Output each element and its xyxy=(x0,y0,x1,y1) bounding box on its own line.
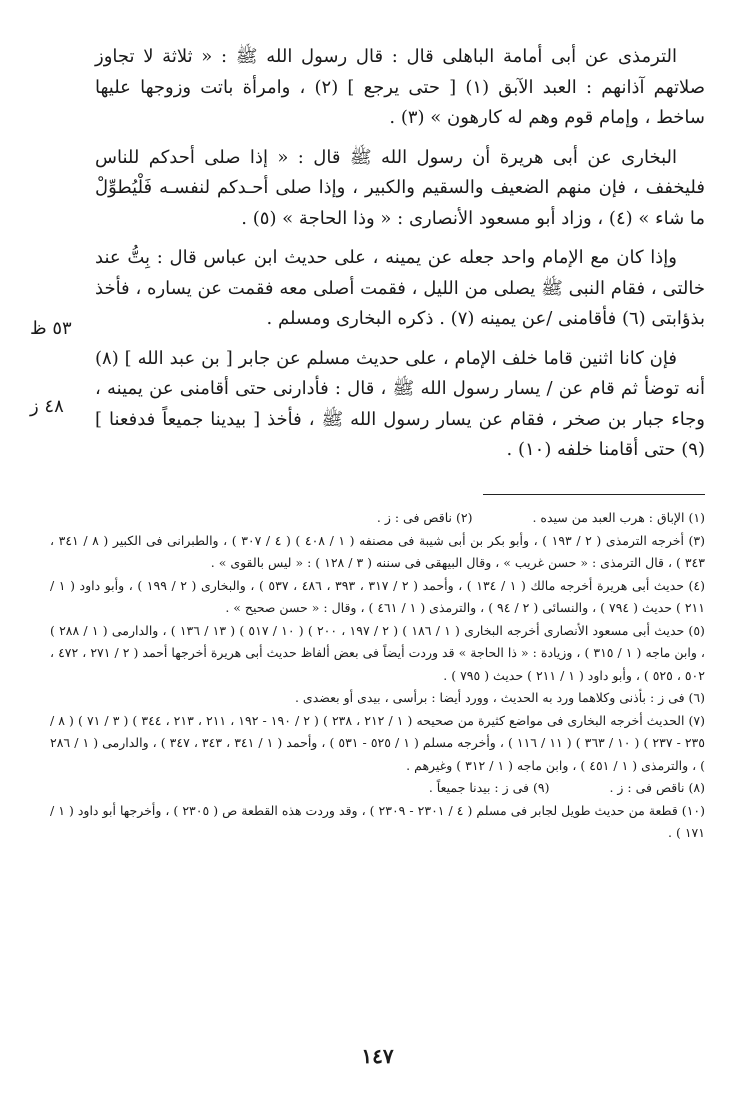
paragraph-2: البخارى عن أبى هريرة أن رسول الله ﷺ قال : « إذا صلى أحدكم للناس فليخفف ، فإن منهم الضعيف والسقيم والكبير ، وإذا صلى أحـدكم لنفسـه فَلْيُطوِّلْ ما شاء » (٤) ، وزاد أبو مسعود الأنصارى : « وذا الحاجة » (٥) . xyxy=(95,146,705,229)
footnote-row-1-2 xyxy=(50,507,705,530)
paragraph-1: الترمذى عن أبى أمامة الباهلى قال : قال رسول الله ﷺ : « ثلاثة لا تجاوز صلاتهم آذانهم : العبد الآبق (١) [ حتى يرجع ] (٢) ، وامرأة باتت وزوجها عليها ساخط ، وإمام قوم وهم له كارهون » (٣) . xyxy=(95,46,705,128)
footnote-1: (١) الإباق : هرب العبد من سيده . xyxy=(532,510,705,525)
footnote-row-8-9 xyxy=(50,777,705,800)
margin-note-manuscript-1: ٥٣ ظ xyxy=(30,318,72,339)
paragraph-4: فإن كانا اثنين قاما خلف الإمام ، على حديث مسلم عن جابر [ بن عبد الله ] (٨) أنه توضأ ثم قام عن / يسار رسول الله ﷺ ، قال : فأدارنى حتى أقامنى عن يمينه ، وجاء جبار بن صخر ، فقام عن يسار رسول الله ﷺ ، فأخذ [ بيدينا جميعاً فدفعنا ] (٩) حتى أقامنا خلفه (١٠) . xyxy=(95,347,705,460)
footnotes xyxy=(50,507,705,845)
footnote-6: (٦) فى ز : بأذنى وكلاهما ورد به الحديث ، وورد أيضا : برأسى ، بيدى أو بعضدى . xyxy=(294,690,705,705)
page-number: ١٤٧ xyxy=(361,1044,394,1068)
footnote-5: (٥) حديث أبى مسعود الأنصارى أخرجه البخارى ( ١ / ١٨٦ ) ( ٢ / ١٩٧ ، ٢٠٠ ) ( ١٠ / ٥١٧ ) ( ١٣ / ١٣٦ ) ، والدارمى ( ١ / ٢٨٨ ) ، وابن ماجه ( ١ / ٣١٥ ) ، وزيادة : « ذا الحاجة » قد وردت أيضاً فى بعض ألفاظ حديث أبى هريرة أخرجها أحمد ( ٢ / ٢٧١ ، ٤٧٢ ، ٥٠٢ ، ٥٢٥ ) ، وأبو داود ( ١ / ٢١١ ) حديث ( ٧٩٥ ) . xyxy=(50,622,705,683)
footnote-2: (٢) ناقص فى : ز . xyxy=(376,510,473,525)
main-text xyxy=(95,42,705,475)
footnote-7: (٧) الحديث أخرجه البخارى فى مواضع كثيرة من صحيحه ( ١ / ٢١٢ ، ٢٣٨ ) ( ٢ / ١٩٠ - ١٩٢ ، ٢١١ ، ٢١٣ ، ٣٤٤ ) ( ٣ / ٧١ ) ( ٨ / ٢٣٥ - ٢٣٧ ) ( ١٠ / ٣٦٣ ) ( ١١ / ١١٦ ) ، وأخرجه مسلم ( ١ / ٥٢٥ - ٥٣١ ) ، وأحمد ( ١ / ٣٤١ ، ٣٤٣ ، ٣٤٧ ) ، والدارمى ( ١ / ٢٨٦ ) ، والترمذى ( ١ / ٤٥١ ) ، وابن ماجه ( ١ / ٣١٢ ) وغيرهم . xyxy=(50,712,705,773)
footnote-separator xyxy=(483,494,705,495)
footnote-4: (٤) حديث أبى هريرة أخرجه مالك ( ١ / ١٣٤ ) ، وأحمد ( ٢ / ٣١٧ ، ٣٩٣ ، ٤٨٦ ، ٥٣٧ ) ، والبخارى ( ٢ / ١٩٩ ) ، وأبو داود ( ١ / ٢١١ ) حديث ( ٧٩٤ ) ، والنسائى ( ٢ / ٩٤ ) ، والترمذى ( ١ / ٤٦١ ) ، وقال : « حسن صحيح » . xyxy=(50,577,705,615)
margin-note-manuscript-2: ٤٨ ز xyxy=(30,396,64,417)
footnote-8: (٨) ناقص فى : ز . xyxy=(609,780,705,795)
paragraph-3: وإذا كان مع الإمام واحد جعله عن يمينه ، على حديث ابن عباس قال : بِتُّ عند خالتى ، فقام النبى ﷺ يصلى من الليل ، فقمت أصلى معه فقمت عن يساره ، فأخذ بذؤابتى (٦) فأقامنى /عن يمينه (٧) . ذكره البخارى ومسلم . xyxy=(95,247,705,329)
footnote-10: (١٠) قطعة من حديث طويل لجابر فى مسلم ( ٤ / ٢٣٠١ - ٢٣٠٩ ) ، وقد وردت هذه القطعة ص ( ٢٣٠٥ ) ، وأخرجها أبو داود ( ١ / ١٧١ ) . xyxy=(50,802,706,840)
footnote-3: (٣) أخرجه الترمذى ( ٢ / ١٩٣ ) ، وأبو بكر بن أبى شيبة فى مصنفه ( ١ / ٤٠٨ ) ( ٤ / ٣٠٧ ) ، والطبرانى فى الكبير ( ٨ / ٣٤١ ، ٣٤٣ ) ، قال الترمذى : « حسن غريب » ، وقال البيهقى فى سننه ( ٣ / ١٢٨ ) : « ليس بالقوى » . xyxy=(50,532,705,570)
footnote-9: (٩) فى ز : بيدنا جميعاً . xyxy=(428,780,550,795)
